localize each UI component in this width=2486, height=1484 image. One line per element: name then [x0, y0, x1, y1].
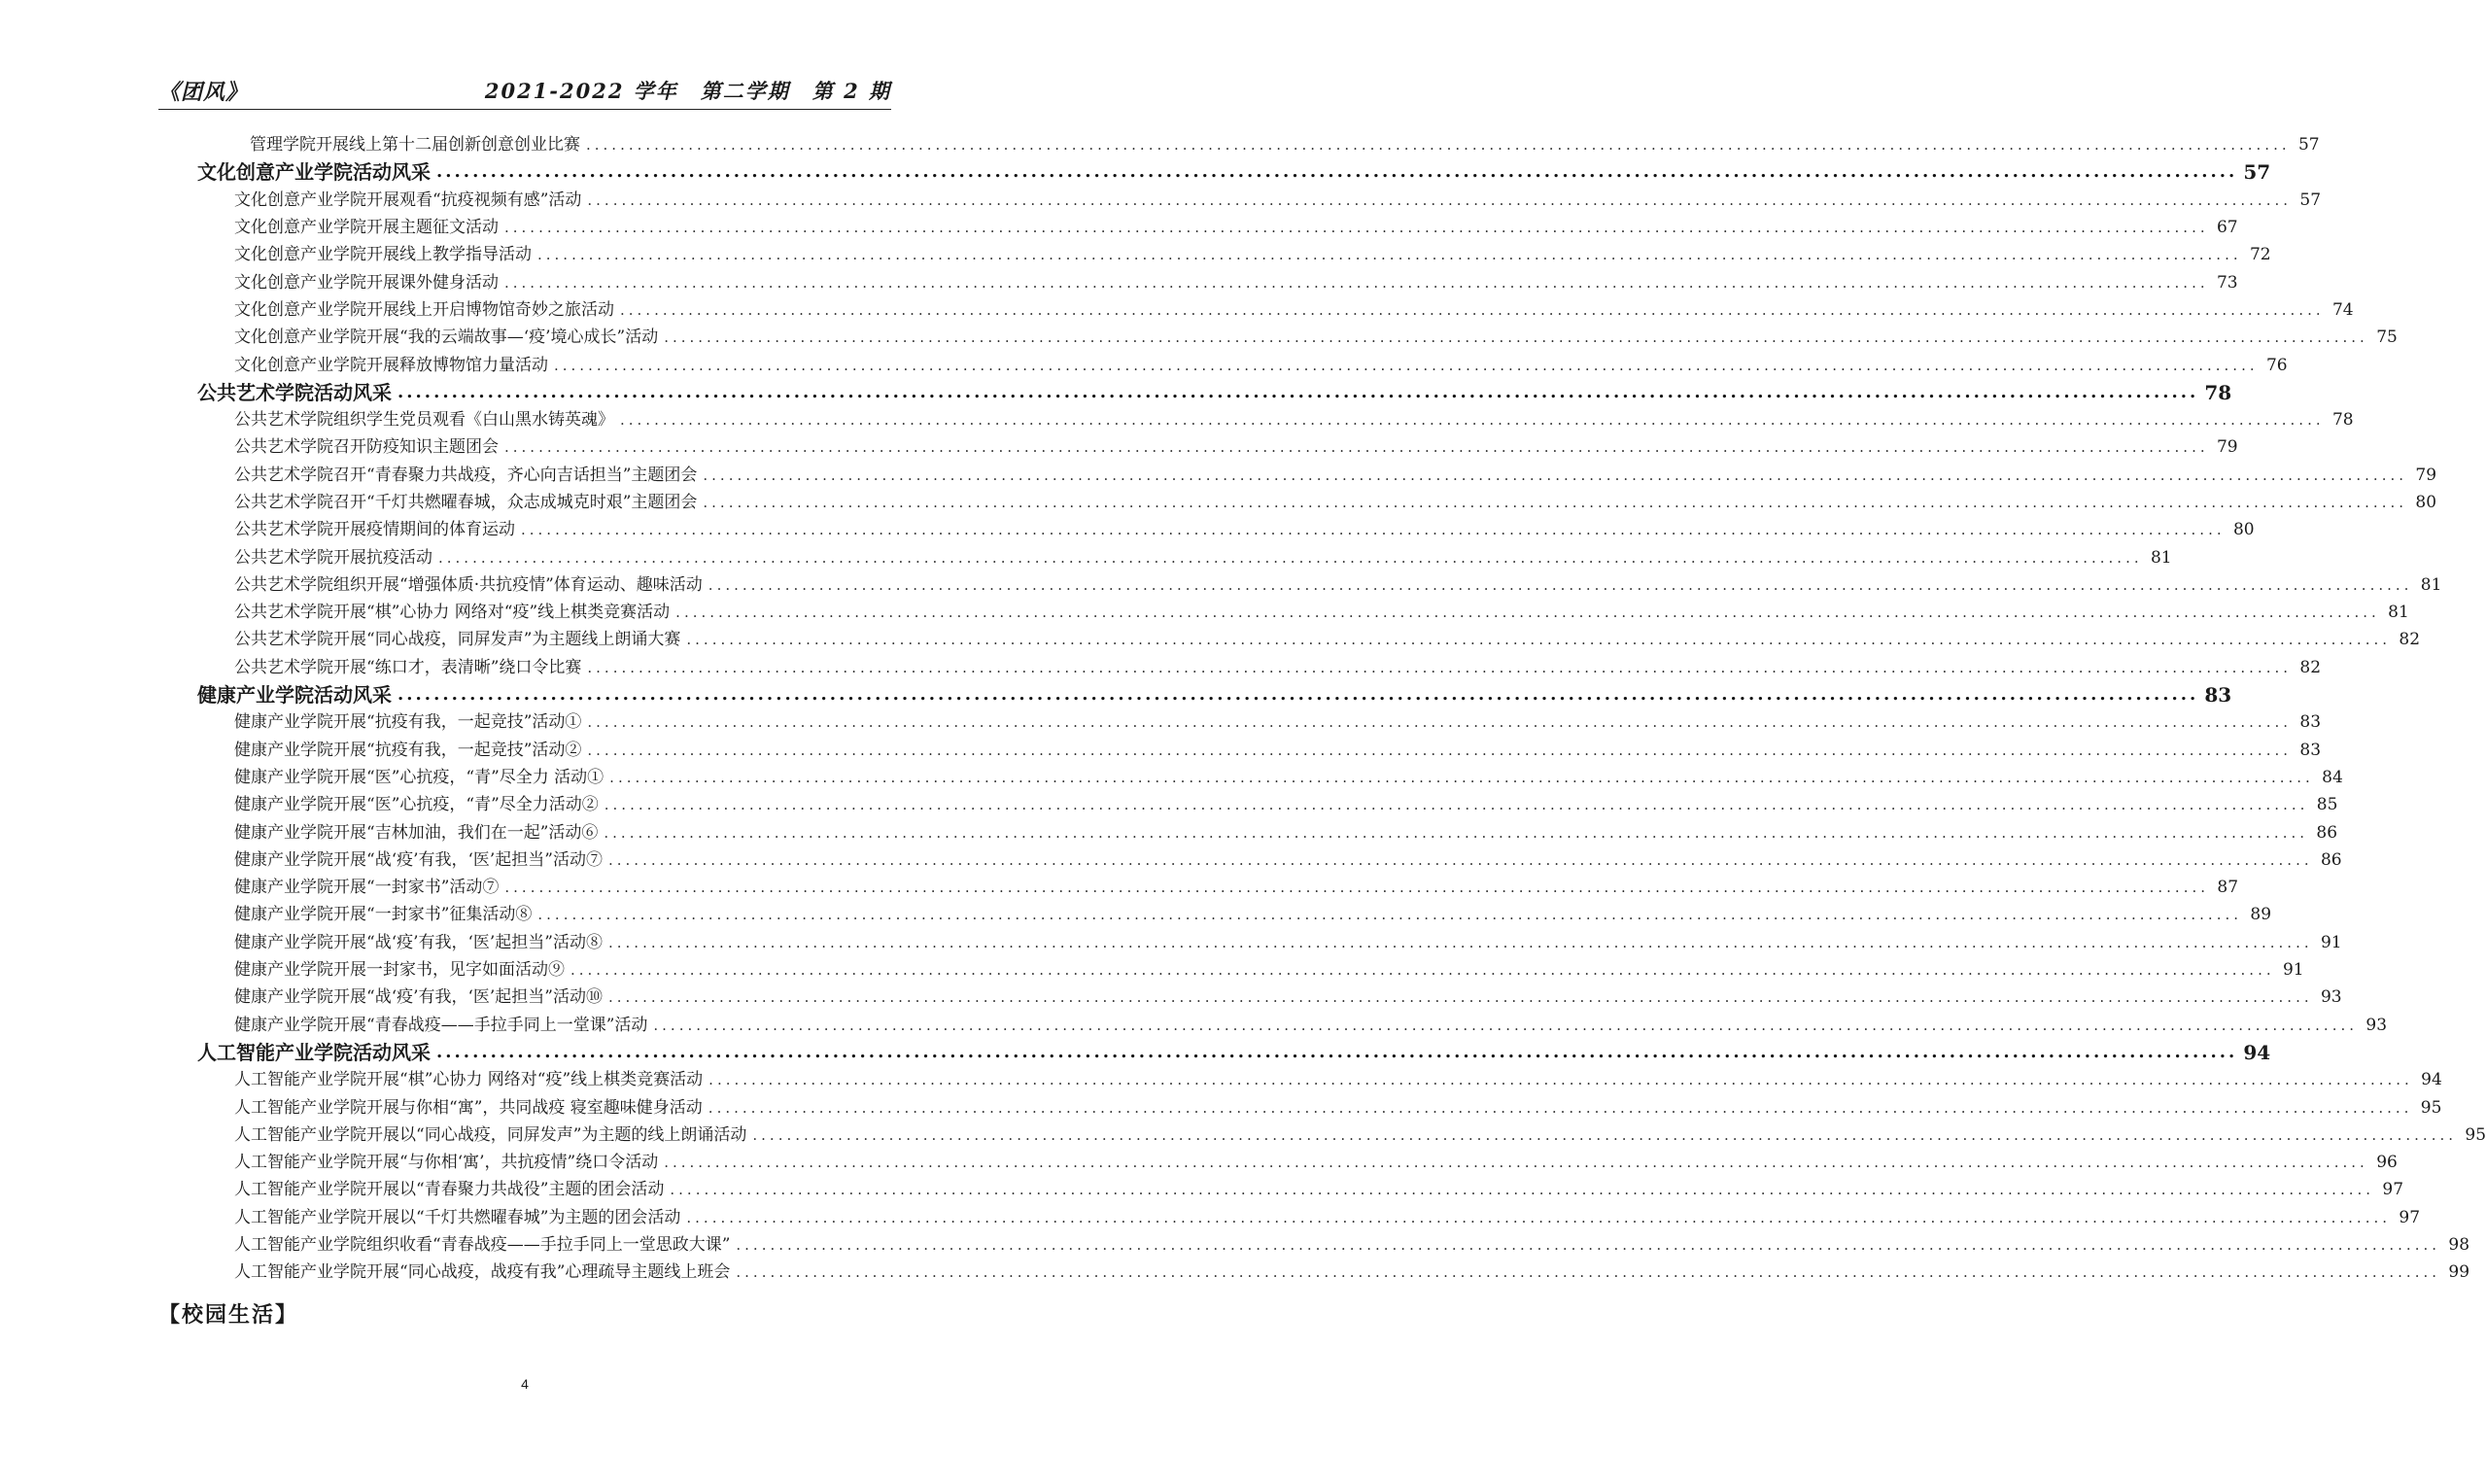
toc-entry[interactable]	[234, 1204, 2421, 1231]
toc-entry[interactable]	[234, 1012, 2388, 1039]
toc-entry[interactable]	[234, 268, 2238, 295]
toc-leader-dots: ........................................................................................................................................................................................................	[664, 1154, 2368, 1172]
page-header	[158, 74, 891, 110]
toc-entry-title: 人工智能产业学院开展“与你相‘寓’，共抗疫情”绕口令活动	[234, 1153, 659, 1173]
toc-leader-dots: ........................................................................................................................................................................................................	[537, 906, 2243, 924]
toc-leader-dots: ........................................................................................................................................................................................................	[438, 548, 2143, 567]
toc-entry-title: 健康产业学院开展“吉林加油，我们在一起”活动⑥	[234, 822, 599, 843]
toc-entry[interactable]	[234, 543, 2172, 570]
toc-entry-title: 健康产业学院活动风采	[197, 683, 392, 707]
toc-entry[interactable]	[234, 929, 2342, 956]
toc-entry-title: 人工智能产业学院组织收看“青春战疫——手拉手同上一堂思政大课”	[234, 1235, 731, 1256]
toc-leader-dots: ........................................................................................................................................................................................................	[587, 713, 2293, 732]
toc-leader-dots: ........................................................................................................................................................................................................	[608, 988, 2313, 1007]
toc-leader-dots: ........................................................................................................................................................................................................	[504, 879, 2210, 897]
toc-entry-page: 97	[2399, 1207, 2421, 1227]
toc-entry[interactable]	[234, 187, 2322, 214]
toc-entry-title: 公共艺术学院开展“同心战疫，同屏发声”为主题线上朗诵大赛	[234, 630, 681, 650]
toc-leader-dots: ........................................................................................................................................................................................................	[587, 741, 2293, 759]
toc-entry[interactable]	[234, 626, 2421, 653]
toc-entry[interactable]	[234, 1093, 2442, 1121]
toc-entry[interactable]	[234, 296, 2354, 324]
toc-entry-title: 健康产业学院开展“一封家书”征集活动⑧	[234, 905, 533, 925]
toc-entry-page: 94	[2421, 1070, 2442, 1090]
toc-leader-dots: ........................................................................................................................................................................................................	[708, 1098, 2413, 1117]
toc-entry-page: 91	[2282, 960, 2304, 981]
toc-leader-dots: ........................................................................................................................................................................................................	[653, 1016, 2359, 1034]
toc-entry[interactable]	[234, 324, 2398, 351]
toc-entry-page: 78	[2204, 380, 2232, 404]
toc-entry-title: 健康产业学院开展“医”心抗疫，“青”尽全力 活动①	[234, 767, 604, 787]
toc-entry[interactable]	[234, 1231, 2470, 1259]
toc-leader-dots: ........................................................................................................................................................................................................	[554, 356, 2259, 374]
toc-leader-dots: ........................................................................................................................................................................................................	[708, 1071, 2413, 1089]
page-number: 4	[521, 1376, 529, 1392]
toc-entry-title: 健康产业学院开展“抗疫有我，一起竞技”活动②	[234, 740, 582, 760]
toc-entry-title: 文化创意产业学院活动风采	[197, 160, 431, 185]
toc-section-entry[interactable]	[197, 1039, 2271, 1066]
toc-entry-page: 95	[2465, 1124, 2486, 1145]
toc-entry-page: 83	[2299, 740, 2322, 760]
toc-entry-title: 健康产业学院开展“战‘疫’有我，‘医’起担当”活动⑦	[234, 849, 603, 870]
toc-entry-page: 83	[2204, 683, 2232, 707]
toc-leader-dots: ........................................................................................................................................................................................................	[736, 1263, 2441, 1282]
toc-entry[interactable]	[234, 874, 2239, 901]
toc-entry[interactable]	[234, 654, 2322, 681]
toc-section-entry[interactable]	[197, 379, 2232, 406]
toc-entry-title: 公共艺术学院活动风采	[197, 380, 392, 404]
toc-entry-title: 公共艺术学院召开“青春聚力共战疫，齐心向吉话担当”主题团会	[234, 465, 698, 485]
toc-leader-dots: ........................................................................................................................................................................................................	[670, 1181, 2375, 1199]
toc-entry-page: 81	[2150, 547, 2172, 568]
toc-entry-page: 97	[2382, 1180, 2404, 1200]
toc-leader-dots: ........................................................................................................................................................................................................	[397, 381, 2199, 402]
toc-entry-page: 93	[2320, 987, 2342, 1008]
toc-entry-page: 78	[2331, 410, 2354, 431]
toc-entry-page: 75	[2376, 328, 2398, 348]
toc-entry-page: 83	[2299, 712, 2322, 733]
toc-entry-title: 公共艺术学院组织开展“增强体质·共抗疫情”体育运动、趣味活动	[234, 574, 703, 595]
toc-entry[interactable]	[234, 406, 2354, 433]
toc-entry-title: 人工智能产业学院开展以“千灯共燃曜春城”为主题的团会活动	[234, 1207, 681, 1227]
toc-leader-dots: ........................................................................................................................................................................................................	[436, 1041, 2238, 1062]
toc-entry-page: 96	[2376, 1153, 2398, 1173]
toc-section-entry[interactable]	[197, 158, 2271, 186]
toc-entry-title: 文化创意产业学院开展释放博物馆力量活动	[234, 355, 548, 375]
toc-entry-page: 81	[2388, 603, 2409, 623]
toc-leader-dots: ........................................................................................................................................................................................................	[703, 466, 2408, 484]
toc-entry-title: 公共艺术学院召开防疫知识主题团会	[234, 437, 499, 458]
toc-leader-dots: ........................................................................................................................................................................................................	[504, 219, 2209, 237]
toc-entry-page: 79	[2216, 437, 2238, 458]
toc-leader-dots: ........................................................................................................................................................................................................	[570, 961, 2275, 980]
toc-entry-page: 82	[2299, 657, 2322, 677]
toc-entry[interactable]	[234, 1259, 2470, 1286]
toc-entry[interactable]	[234, 1122, 2486, 1149]
toc-leader-dots: ........................................................................................................................................................................................................	[504, 273, 2209, 292]
toc-leader-dots: ........................................................................................................................................................................................................	[604, 823, 2309, 842]
toc-leader-dots: ........................................................................................................................................................................................................	[620, 411, 2325, 430]
toc-leader-dots: ........................................................................................................................................................................................................	[686, 631, 2392, 649]
toc-entry-title: 人工智能产业学院开展以“同心战疫，同屏发声”为主题的线上朗诵活动	[234, 1124, 747, 1145]
toc-leader-dots: ........................................................................................................................................................................................................	[608, 933, 2313, 951]
toc-entry-title: 人工智能产业学院开展“同心战疫，战疫有我”心理疏导主题线上班会	[234, 1262, 731, 1283]
toc-entry-title: 健康产业学院开展“青春战疫——手拉手同上一堂课”活动	[234, 1015, 648, 1035]
toc-entry-page: 93	[2365, 1015, 2388, 1035]
toc-entry[interactable]	[250, 131, 2320, 158]
toc-leader-dots: ........................................................................................................................................................................................................	[686, 1208, 2392, 1226]
toc-entry-title: 公共艺术学院开展疫情期间的体育运动	[234, 520, 515, 540]
toc-entry[interactable]	[234, 599, 2409, 626]
toc-leader-dots: ........................................................................................................................................................................................................	[608, 850, 2313, 869]
toc-leader-dots: ........................................................................................................................................................................................................	[587, 190, 2293, 209]
toc-entry-page: 89	[2250, 905, 2272, 925]
toc-leader-dots: ........................................................................................................................................................................................................	[752, 1125, 2458, 1144]
toc-entry-page: 99	[2448, 1262, 2470, 1283]
toc-entry-title: 人工智能产业学院开展以“青春聚力共战役”主题的团会活动	[234, 1180, 665, 1200]
toc-entry-page: 87	[2217, 878, 2239, 898]
toc-entry-page: 94	[2243, 1040, 2271, 1064]
toc-entry-page: 72	[2249, 245, 2271, 265]
toc-entry[interactable]	[234, 764, 2343, 791]
toc-entry[interactable]	[234, 214, 2238, 241]
toc-entry-title: 文化创意产业学院开展主题征文活动	[234, 218, 499, 238]
toc-entry-title: 健康产业学院开展一封家书，见字如面活动⑨	[234, 960, 565, 981]
journal-title: 《团风》	[158, 80, 249, 105]
toc-entry-page: 74	[2331, 299, 2354, 320]
toc-entry-page: 80	[2415, 493, 2437, 512]
toc-entry-title: 文化创意产业学院开展课外健身活动	[234, 272, 499, 293]
toc-entry-title: 健康产业学院开展“战‘疫’有我，‘医’起担当”活动⑧	[234, 932, 603, 952]
toc-entry-title: 文化创意产业学院开展线上教学指导活动	[234, 245, 532, 265]
toc-entry-title: 人工智能产业学院开展与你相“寓”，共同战疫 寝室趣味健身活动	[234, 1097, 703, 1118]
toc-entry-page: 67	[2216, 218, 2238, 238]
toc-leader-dots: ........................................................................................................................................................................................................	[604, 796, 2309, 814]
toc-entry[interactable]	[234, 901, 2272, 928]
toc-entry[interactable]	[234, 791, 2338, 818]
toc-leader-dots: ........................................................................................................................................................................................................	[537, 246, 2242, 264]
toc-entry-title: 文化创意产业学院开展“我的云端故事—‘疫’境心成长”活动	[234, 328, 659, 348]
toc-entry-page: 98	[2448, 1235, 2470, 1256]
toc-entry-title: 人工智能产业学院开展“棋”心协力 网络对“疫”线上棋类竞赛活动	[234, 1070, 704, 1090]
table-of-contents	[0, 131, 2486, 1286]
toc-entry-title: 人工智能产业学院活动风采	[197, 1040, 431, 1064]
toc-entry-title: 公共艺术学院开展“棋”心协力 网络对“疫”线上棋类竞赛活动	[234, 603, 671, 623]
toc-entry[interactable]	[234, 1149, 2398, 1176]
toc-entry[interactable]	[234, 708, 2322, 736]
campus-life-heading: 【校园生活】	[158, 1302, 299, 1328]
toc-section-entry[interactable]	[197, 681, 2232, 708]
toc-leader-dots: ........................................................................................................................................................................................................	[736, 1236, 2441, 1255]
toc-entry-title: 管理学院开展线上第十二届创新创意创业比赛	[250, 135, 580, 155]
toc-entry-page: 85	[2316, 795, 2338, 815]
toc-entry[interactable]	[234, 489, 2437, 516]
toc-entry-page: 79	[2415, 465, 2437, 485]
toc-entry[interactable]	[234, 846, 2342, 874]
toc-entry[interactable]	[234, 818, 2338, 846]
toc-entry[interactable]	[234, 462, 2437, 489]
toc-leader-dots: ........................................................................................................................................................................................................	[587, 658, 2293, 676]
toc-entry-page: 80	[2232, 520, 2255, 540]
toc-entry-title: 健康产业学院开展“一封家书”活动⑦	[234, 878, 500, 898]
toc-leader-dots: ........................................................................................................................................................................................................	[586, 136, 2291, 155]
toc-entry-title: 健康产业学院开展“医”心抗疫，“青”尽全力活动②	[234, 795, 599, 815]
toc-entry[interactable]	[234, 516, 2255, 543]
toc-leader-dots: ........................................................................................................................................................................................................	[708, 575, 2413, 594]
toc-leader-dots: ........................................................................................................................................................................................................	[703, 494, 2408, 511]
toc-entry[interactable]	[234, 1176, 2404, 1203]
toc-leader-dots: ........................................................................................................................................................................................................	[620, 300, 2325, 319]
toc-entry[interactable]	[234, 1066, 2442, 1093]
toc-entry-title: 文化创意产业学院开展观看“抗疫视频有感”活动	[234, 190, 582, 210]
toc-entry-title: 文化创意产业学院开展线上开启博物馆奇妙之旅活动	[234, 299, 614, 320]
toc-leader-dots: ........................................................................................................................................................................................................	[675, 604, 2380, 622]
toc-entry-page: 57	[2297, 135, 2320, 155]
toc-entry-title: 公共艺术学院召开“千灯共燃曜春城，众志成城克时艰”主题团会	[234, 493, 698, 512]
toc-entry[interactable]	[234, 956, 2304, 984]
toc-entry-page: 86	[2316, 822, 2338, 843]
toc-entry-page: 91	[2320, 932, 2342, 952]
toc-entry-page: 57	[2299, 190, 2322, 210]
toc-leader-dots: ........................................................................................................................................................................................................	[664, 328, 2368, 347]
toc-entry-page: 95	[2420, 1097, 2442, 1118]
toc-entry-page: 57	[2243, 160, 2271, 185]
toc-entry-title: 公共艺术学院组织学生党员观看《白山黑水铸英魂》	[234, 410, 614, 431]
toc-entry-page: 84	[2322, 767, 2343, 787]
toc-entry[interactable]	[234, 984, 2342, 1011]
toc-entry-page: 86	[2320, 849, 2342, 870]
toc-entry-page: 81	[2420, 574, 2442, 595]
toc-entry-title: 健康产业学院开展“抗疫有我，一起竞技”活动①	[234, 712, 582, 733]
toc-entry-page: 73	[2216, 272, 2238, 293]
toc-entry[interactable]	[234, 571, 2442, 599]
issue-info: 2021-2022 学年 第二学期 第 2 期	[484, 79, 891, 103]
toc-leader-dots: ........................................................................................................................................................................................................	[397, 684, 2199, 706]
toc-leader-dots: ........................................................................................................................................................................................................	[436, 161, 2238, 183]
toc-leader-dots: ........................................................................................................................................................................................................	[609, 768, 2314, 786]
toc-entry[interactable]	[234, 433, 2238, 461]
toc-leader-dots: ........................................................................................................................................................................................................	[504, 438, 2209, 457]
toc-entry[interactable]	[234, 241, 2271, 268]
toc-entry[interactable]	[234, 351, 2288, 378]
toc-entry-title: 健康产业学院开展“战‘疫’有我，‘医’起担当”活动⑩	[234, 987, 603, 1008]
toc-entry-title: 公共艺术学院开展“练口才，表清晰”绕口令比赛	[234, 657, 582, 677]
toc-entry-page: 82	[2399, 630, 2421, 650]
toc-leader-dots: ........................................................................................................................................................................................................	[521, 521, 2226, 539]
toc-entry-page: 76	[2265, 355, 2288, 375]
toc-entry[interactable]	[234, 737, 2322, 764]
toc-entry-title: 公共艺术学院开展抗疫活动	[234, 547, 432, 568]
